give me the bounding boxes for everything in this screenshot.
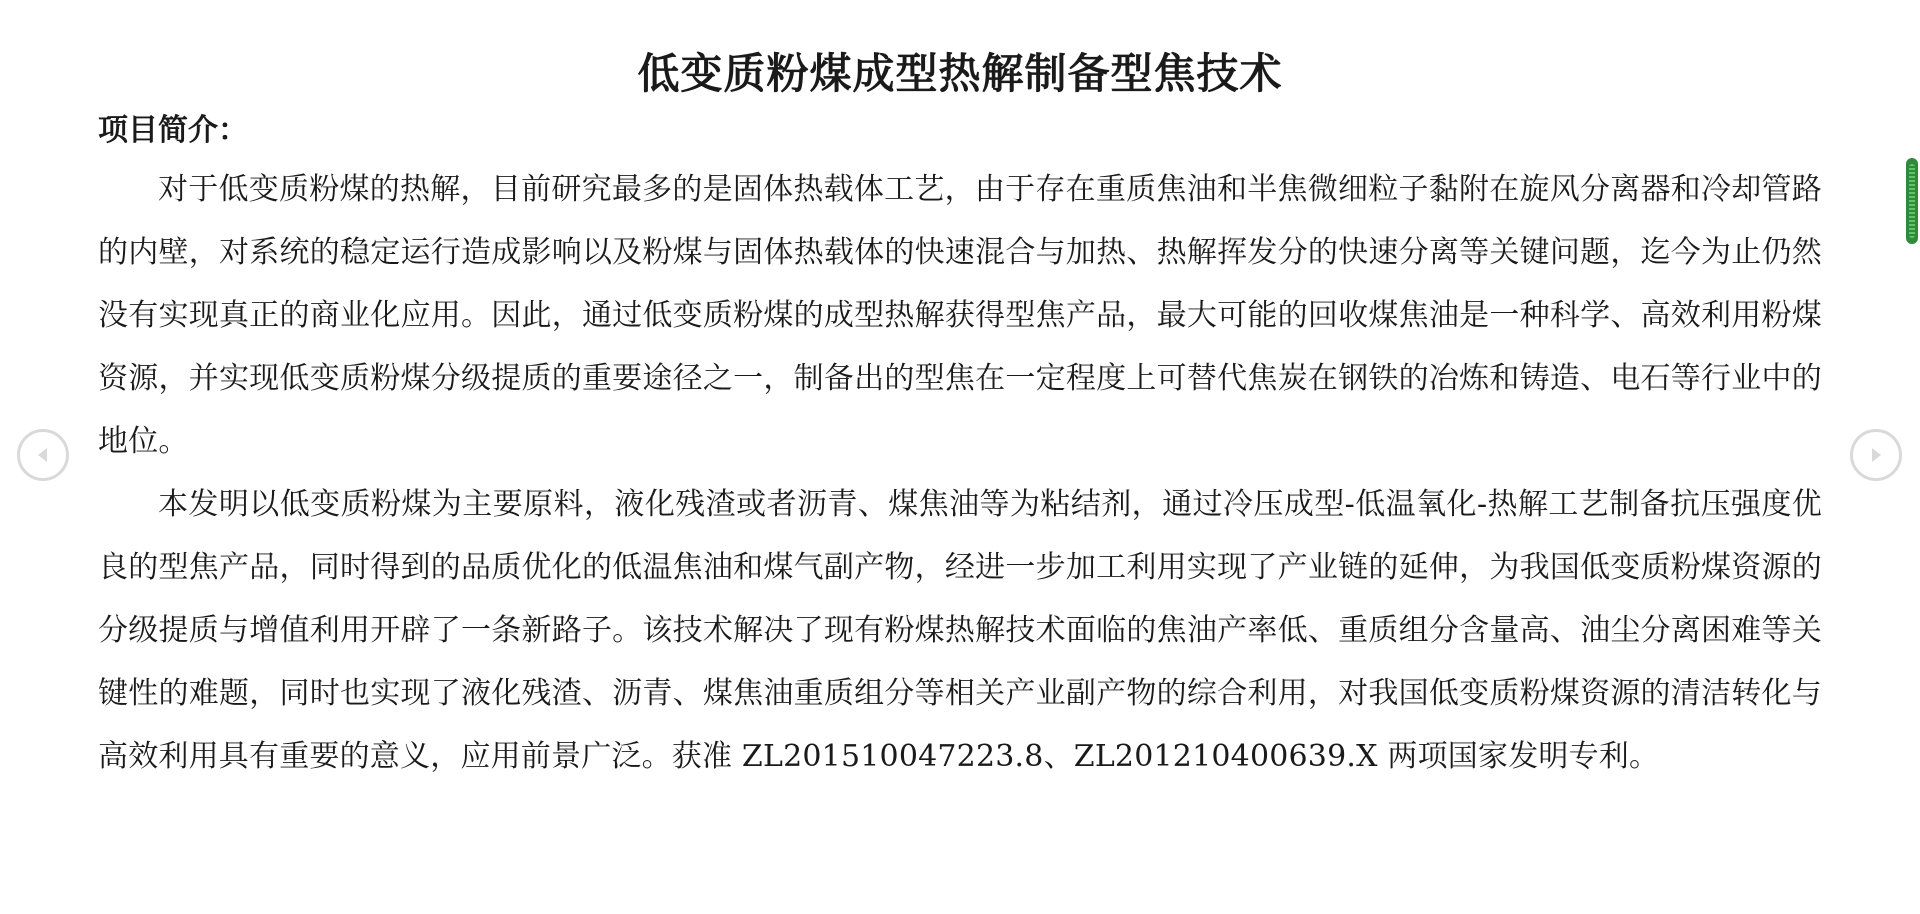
paragraph-2: 本发明以低变质粉煤为主要原料，液化残渣或者沥青、煤焦油等为粘结剂，通过冷压成型-低温氧化-热解工艺制备抗压强度优良的型焦产品，同时得到的品质优化的低温焦油和煤气副产物，经进一步加工利用实现了产业链的延伸，为我国低变质粉煤资源的分级提质与增值利用开辟了一条新路子。该技术解决了现有粉煤热解技术面临的焦油产率低、重质组分含量高、油尘分离困难等关键性的难题，同时也实现了液化残渣、沥青、煤焦油重质组分等相关产业副产物的综合利用，对我国低变质粉煤资源的清洁转化与高效利用具有重要的意义，应用前景广泛。获准 ZL201510047223.8、ZL201210400639.X 两项国家发明专利。 [98,487,1822,774]
vertical-scrollbar-thumb[interactable] [1906,158,1918,244]
scrollbar-grip [1909,164,1915,238]
next-page-button[interactable] [1850,429,1902,481]
chevron-right-icon [1866,445,1886,465]
paragraph-1: 对于低变质粉煤的热解，目前研究最多的是固体热载体工艺，由于存在重质焦油和半焦微细粒子黏附在旋风分离器和冷却管路的内壁，对系统的稳定运行造成影响以及粉煤与固体热载体的快速混合与加热、热解挥发分的快速分离等关键问题，迄今为止仍然没有实现真正的商业化应用。因此，通过低变质粉煤的成型热解获得型焦产品，最大可能的回收煤焦油是一种科学、高效利用粉煤资源，并实现低变质粉煤分级提质的重要途径之一，制备出的型焦在一定程度上可替代焦炭在钢铁的冶炼和铸造、电石等行业中的地位。 [98,172,1822,459]
document-content [98,44,1822,788]
chevron-left-icon [33,445,53,465]
previous-page-button[interactable] [17,429,69,481]
section-heading: 项目简介： [98,113,248,148]
document-title: 低变质粉煤成型热解制备型焦技术 [637,49,1283,98]
